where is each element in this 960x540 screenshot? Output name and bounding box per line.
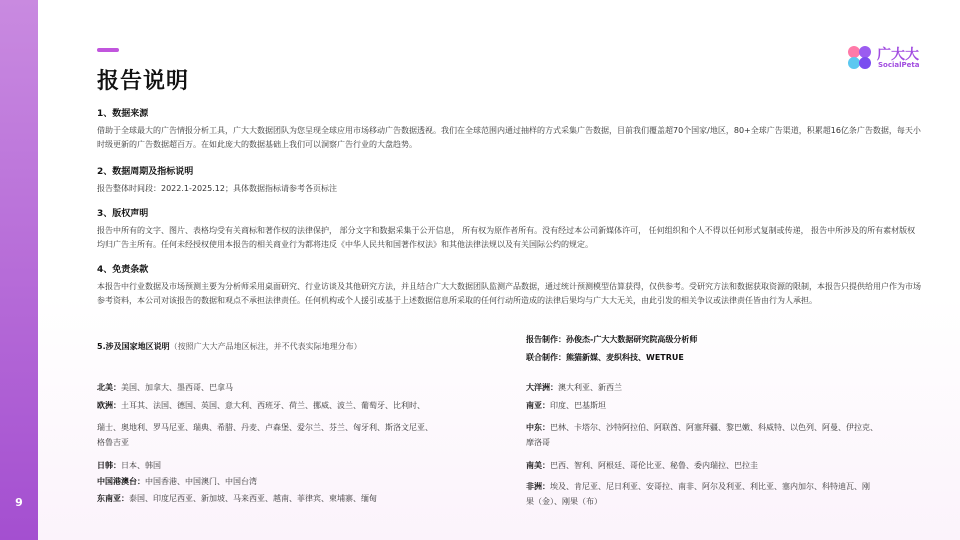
page-title: 报告说明	[97, 69, 190, 94]
region-row: 南美：巴西、智利、阿根廷、哥伦比亚、秘鲁、委内瑞拉、巴拉圭	[526, 461, 758, 470]
regions-note: （按照广大大产品地区标注，并不代表实际地理分布）	[169, 342, 362, 351]
section-body: 借助于全球最大的广告情报分析工具，广大大数据团队为您呈现全球应用市场移动广告数据透视。我们在全球范围内通过抽样的方式采集广告数据，目前我们覆盖超70个国家/地区，80+全球广告渠道，积累超16亿条广告数据，每天小时级更新的广告数据超百万。在如此庞大的数据基础上我们可以洞察广告行业的大盘趋势。	[97, 126, 921, 149]
region-row: 非洲：埃及、肯尼亚、尼日利亚、安哥拉、南非、阿尔及利亚、利比亚、塞内加尔、科特迪瓦、刚	[526, 482, 870, 491]
section-body: 报告整体时间段：2022.1-2025.12；具体数据指标请参考各页标注	[97, 184, 337, 193]
page-number: 9	[15, 496, 23, 509]
section-data-period	[97, 166, 922, 196]
section-copyright	[97, 208, 922, 252]
region-row: 中国港澳台：中国香港、中国澳门、中国台湾	[97, 477, 257, 486]
section-title: 3、版权声明	[97, 209, 149, 219]
region-row: 南亚：印度、巴基斯坦	[526, 401, 606, 410]
region-row: 摩洛哥	[526, 438, 550, 447]
regions-title: 5.涉及国家地区说明	[97, 342, 170, 351]
section-body: 报告中所有的文字、图片、表格均受有关商标和著作权的法律保护， 部分文字和数据采集于公开信息， 所有权为原作者所有。没有经过本公司新媒体许可， 任何组织和个人不得以任何形式复制或传递， 报告中所涉及的所有素材版权均归广告主所有。任何未经授权使用本报告的相关商业行为都将违反《中华人民共和国著作权法》和其他法律法规以及有关国际公约的规定。	[97, 226, 916, 249]
section-title: 2、数据周期及指标说明	[97, 167, 194, 177]
section-data-source	[97, 108, 922, 152]
regions-title-row	[97, 334, 497, 353]
brand-logo	[848, 46, 938, 74]
credit-partners: 联合制作：熊猫新媒、麦织科技、WETRUE	[526, 353, 684, 362]
logo-text-cn: 广大大	[877, 47, 919, 63]
region-row: 中东：巴林、卡塔尔、沙特阿拉伯、阿联酋、阿塞拜疆、黎巴嫩、科威特、以色列、阿曼、伊拉克、	[526, 423, 878, 432]
region-row: 欧洲：土耳其、法国、德国、英国、意大利、西班牙、荷兰、挪威、波兰、葡萄牙、比利时、	[97, 401, 425, 410]
region-row: 北美：美国、加拿大、墨西哥、巴拿马	[97, 383, 233, 392]
region-row: 果（金）、刚果（布）	[526, 497, 602, 506]
section-disclaimer	[97, 264, 922, 308]
credit-producer: 报告制作：孙俊杰-广大大数据研究院高级分析师	[526, 335, 698, 344]
logo-icon	[848, 46, 872, 70]
logo-text-en: SocialPeta	[878, 61, 920, 69]
region-row: 东南亚：泰国、印度尼西亚、新加坡、马来西亚、越南、菲律宾、柬埔寨、缅甸	[97, 494, 377, 503]
section-title: 1、数据来源	[97, 109, 149, 119]
region-row: 日韩：日本、韩国	[97, 461, 161, 470]
section-title: 4、免责条款	[97, 265, 149, 275]
title-accent-bar	[97, 48, 119, 52]
region-row: 瑞士、奥地利、罗马尼亚、瑞典、希腊、丹麦、卢森堡、爱尔兰、芬兰、匈牙利、斯洛文尼亚、	[97, 423, 433, 432]
section-body: 本报告中行业数据及市场预测主要为分析师采用桌面研究、行业访谈及其他研究方法，并且结合广大大数据团队监测产品数据，通过统计预测模型估算获得，仅供参考。受研究方法和数据获取资源的限制，本报告只提供给用户作为市场参考资料，本公司对该报告的数据和观点不承担法律责任。任何机构或个人援引或基于上述数据信息所采取的任何行动所造成的法律后果均与广大大无关，由此引发的相关争议或法律责任皆由行为人承担。	[97, 282, 921, 305]
region-row: 大洋洲：澳大利亚、新西兰	[526, 383, 622, 392]
left-sidebar	[0, 0, 38, 540]
region-row: 格鲁吉亚	[97, 438, 129, 447]
